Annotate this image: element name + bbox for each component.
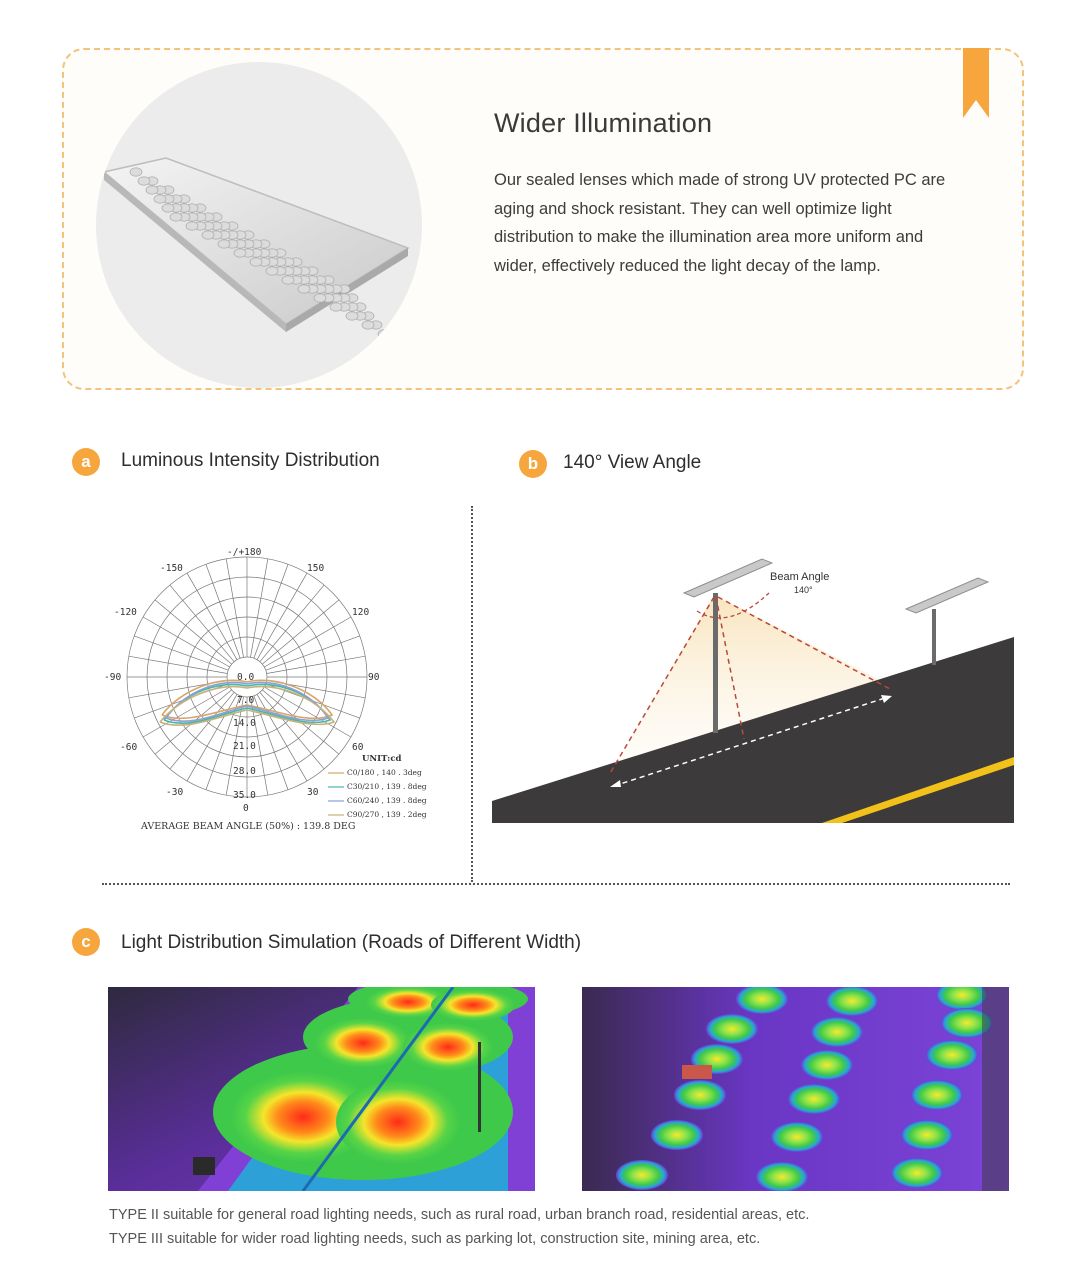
polar-radial-2: 14.0 xyxy=(233,718,256,729)
section-a-title: Luminous Intensity Distribution xyxy=(121,450,380,471)
feature-description: Our sealed lenses which made of strong UV protected PC are aging and shock resistant. They can well optimize light distribution to make the illumination area more uniform and wider, effectively reduced the light decay of the lamp. xyxy=(494,171,946,275)
polar-label-180: -/+180 xyxy=(227,547,262,558)
feature-title: Wider Illumination xyxy=(494,108,713,138)
polar-label-p60: 60 xyxy=(352,742,364,753)
polar-legend-3: C90/270 , 139 . 2deg xyxy=(347,810,427,819)
polar-radial-4: 28.0 xyxy=(233,766,256,777)
polar-label-m30: -30 xyxy=(166,787,184,798)
section-c-title: Light Distribution Simulation (Roads of Different Width) xyxy=(121,932,582,953)
polar-average-beam: AVERAGE BEAM ANGLE (50%) : 139.8 DEG xyxy=(141,821,356,832)
polar-label-p90: 90 xyxy=(368,672,380,683)
polar-radial-5: 35.0 xyxy=(233,790,256,801)
section-a-badge: a xyxy=(72,448,100,476)
lens-module-image xyxy=(96,62,422,388)
polar-radial-0: 0.0 xyxy=(237,672,255,683)
polar-label-m60: -60 xyxy=(120,742,138,753)
polar-label-p30: 30 xyxy=(307,787,319,798)
type-ii-simulation-image xyxy=(108,987,535,1191)
footnote-type-iii: TYPE III suitable for wider road lighting needs, such as parking lot, construction site, mining area, etc. xyxy=(109,1231,761,1247)
polar-legend-2: C60/240 , 139 . 8deg xyxy=(347,796,427,805)
polar-label-m120: -120 xyxy=(114,607,137,618)
polar-radial-1: 7.0 xyxy=(237,695,255,706)
section-c-badge: c xyxy=(72,928,100,956)
polar-label-p120: 120 xyxy=(352,607,370,618)
polar-legend-0: C0/180 , 140 . 3deg xyxy=(347,768,422,777)
polar-unit: UNIT:cd xyxy=(362,754,402,764)
polar-label-m90: -90 xyxy=(104,672,122,683)
horizontal-divider xyxy=(102,883,1010,885)
bookmark-ribbon-icon xyxy=(963,48,989,118)
type-iii-simulation-image xyxy=(582,987,1009,1191)
polar-label-p150: 150 xyxy=(307,563,325,574)
polar-radial-3: 21.0 xyxy=(233,741,256,752)
section-b-badge: b xyxy=(519,450,547,478)
polar-legend-1: C30/210 , 139 . 8deg xyxy=(347,782,427,791)
beam-angle-value: 140° xyxy=(794,585,813,595)
beam-angle-label: Beam Angle xyxy=(770,571,830,583)
polar-intensity-diagram xyxy=(100,540,440,835)
polar-label-zero: 0 xyxy=(243,803,249,814)
view-angle-illustration xyxy=(492,553,1014,823)
polar-label-m150: -150 xyxy=(160,563,183,574)
footnote-type-ii: TYPE II suitable for general road lighting needs, such as rural road, urban branch road, residential areas, etc. xyxy=(109,1207,810,1223)
vertical-divider xyxy=(471,506,473,882)
section-b-title: 140° View Angle xyxy=(563,452,702,473)
